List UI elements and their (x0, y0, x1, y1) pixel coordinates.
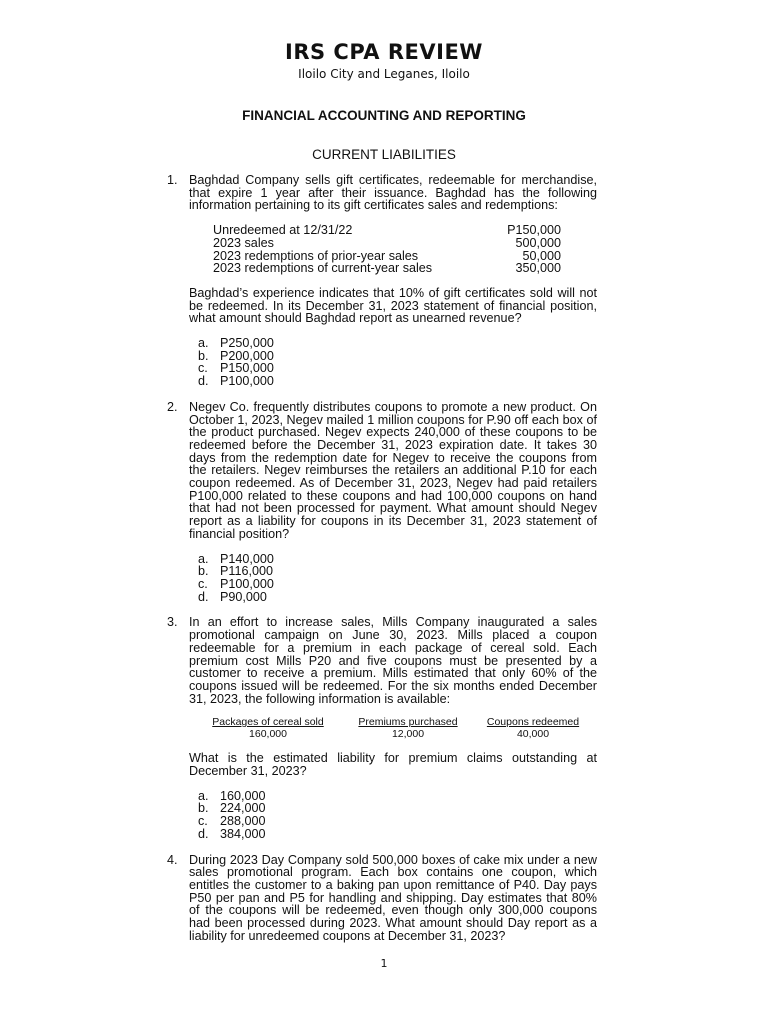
page-number: 1 (380, 957, 388, 970)
option-c (189, 578, 597, 591)
answer-options (189, 337, 597, 388)
option-d (189, 591, 597, 604)
column-header: Packages of cereal sold (212, 716, 324, 729)
question-number: 2. (167, 399, 178, 414)
column-value: 160,000 (249, 727, 287, 740)
row-label: Unredeemed at 12/31/22 (213, 223, 353, 238)
option-letter: d. (198, 374, 209, 389)
question-number: 3. (167, 615, 178, 630)
table-row (213, 262, 561, 275)
option-text: 224,000 (220, 801, 266, 816)
option-letter: b. (198, 564, 209, 579)
table-row (213, 237, 561, 250)
row-label: 2023 sales (213, 235, 274, 250)
option-text: 288,000 (220, 814, 266, 829)
row-value: 50,000 (522, 248, 561, 263)
row-label: 2023 redemptions of current-year sales (213, 261, 433, 276)
option-text: P90,000 (220, 589, 267, 604)
option-text: P250,000 (220, 336, 274, 351)
question-4 (167, 854, 597, 943)
column-value: 12,000 (391, 727, 425, 740)
column-header: Coupons redeemed (486, 716, 580, 729)
subject-heading: FINANCIAL ACCOUNTING AND REPORTING (242, 108, 526, 123)
document-subtitle: Iloilo City and Leganes, Iloilo (298, 67, 470, 81)
option-c (189, 815, 597, 828)
question-3 (167, 616, 597, 840)
option-text: P116,000 (220, 564, 273, 579)
question-text: Negev Co. frequently distributes coupons to promote a new product. On October 1, 2023, Negev mailed 1 million coupons for P.90 off each box of the product purchased. Negev expects 240,000 of these coupons to be redeemed before the December 31, 2023 expiration date. It takes 30 days from the redemption date for Negev to receive the coupons from the retailers. Negev reimburses the retailers an additional P.10 for each coupon redeemed. As of December 31, 2023, Negev had paid retailers P100,000 related to these coupons and had 100,000 coupons on hand that had not been processed for payment. What amount should Negev report as a liability for coupons in its December 31, 2023 statement of financial position? (189, 399, 597, 541)
question-text-continued: Baghdad’s experience indicates that 10% of gift certificates sold will not be redeemed. In its December 31, 2023 statement of financial position, what amount should Baghdad report as unearned revenue? (189, 285, 597, 326)
option-letter: c. (198, 576, 208, 591)
question-text: In an effort to increase sales, Mills Company inaugurated a sales promotional campaign on June 30, 2023. Mills placed a coupon redeemable for a premium in each package of cereal sold. Each premium cost Mills P20 and five coupons must be presented by a customer to receive a premium. Mills estimated that only 60% of the coupons issued will be redeemed. For the six months ended December 31, 2023, the following information is available: (189, 615, 597, 706)
option-letter: c. (198, 361, 208, 376)
option-text: P200,000 (220, 348, 274, 363)
topic-heading: CURRENT LIABILITIES (312, 147, 456, 162)
question-number: 4. (167, 852, 178, 867)
answer-options (189, 790, 597, 841)
option-letter: b. (198, 801, 209, 816)
questions-list (167, 174, 597, 942)
option-letter: d. (198, 826, 209, 841)
gift-certificate-table (213, 224, 561, 275)
column-value: 40,000 (516, 727, 550, 740)
table-column (469, 717, 597, 740)
option-letter: a. (198, 788, 209, 803)
table-column (189, 717, 347, 740)
row-value: 500,000 (515, 235, 561, 250)
question-1 (167, 174, 597, 388)
row-value: 350,000 (515, 261, 561, 276)
answer-options (189, 553, 597, 604)
table-column (347, 717, 469, 740)
row-label: 2023 redemptions of prior-year sales (213, 248, 419, 263)
option-text: P140,000 (220, 551, 274, 566)
premium-table (189, 717, 597, 740)
option-d (189, 828, 597, 841)
document-title: IRS CPA REVIEW (285, 40, 483, 64)
question-text: Baghdad Company sells gift certificates, redeemable for merchandise, that expire 1 year after their issuance. Baghdad has the following information pertaining to its gift certificates sales and redemptions: (189, 173, 597, 213)
option-letter: b. (198, 348, 209, 363)
question-2 (167, 401, 597, 604)
option-letter: c. (198, 814, 208, 829)
row-value: P150,000 (507, 223, 561, 238)
question-number: 1. (167, 173, 178, 187)
question-text: During 2023 Day Company sold 500,000 boxes of cake mix under a new sales promotional program. Each box contains one coupon, which entitles the customer to a baking pan upon remittance of P40. Day pays P50 per pan and P5 for handling and shipping. Day estimates that 80% of the coupons will be redeemed, even though only 300,000 coupons had been processed during 2023. What amount should Day report as a liability for unredeemed coupons at December 31, 2023? (189, 852, 597, 943)
option-text: 160,000 (220, 788, 266, 803)
option-text: 384,000 (220, 826, 266, 841)
question-text-continued: What is the estimated liability for premium claims outstanding at December 31, 2023? (189, 751, 597, 779)
option-a (189, 337, 597, 350)
table-row (213, 224, 561, 237)
option-letter: d. (198, 589, 209, 604)
option-text: P150,000 (220, 361, 274, 376)
option-letter: a. (198, 336, 209, 351)
option-d (189, 375, 597, 388)
option-letter: a. (198, 551, 209, 566)
column-header: Premiums purchased (358, 716, 458, 729)
option-text: P100,000 (220, 374, 274, 389)
option-text: P100,000 (220, 576, 274, 591)
